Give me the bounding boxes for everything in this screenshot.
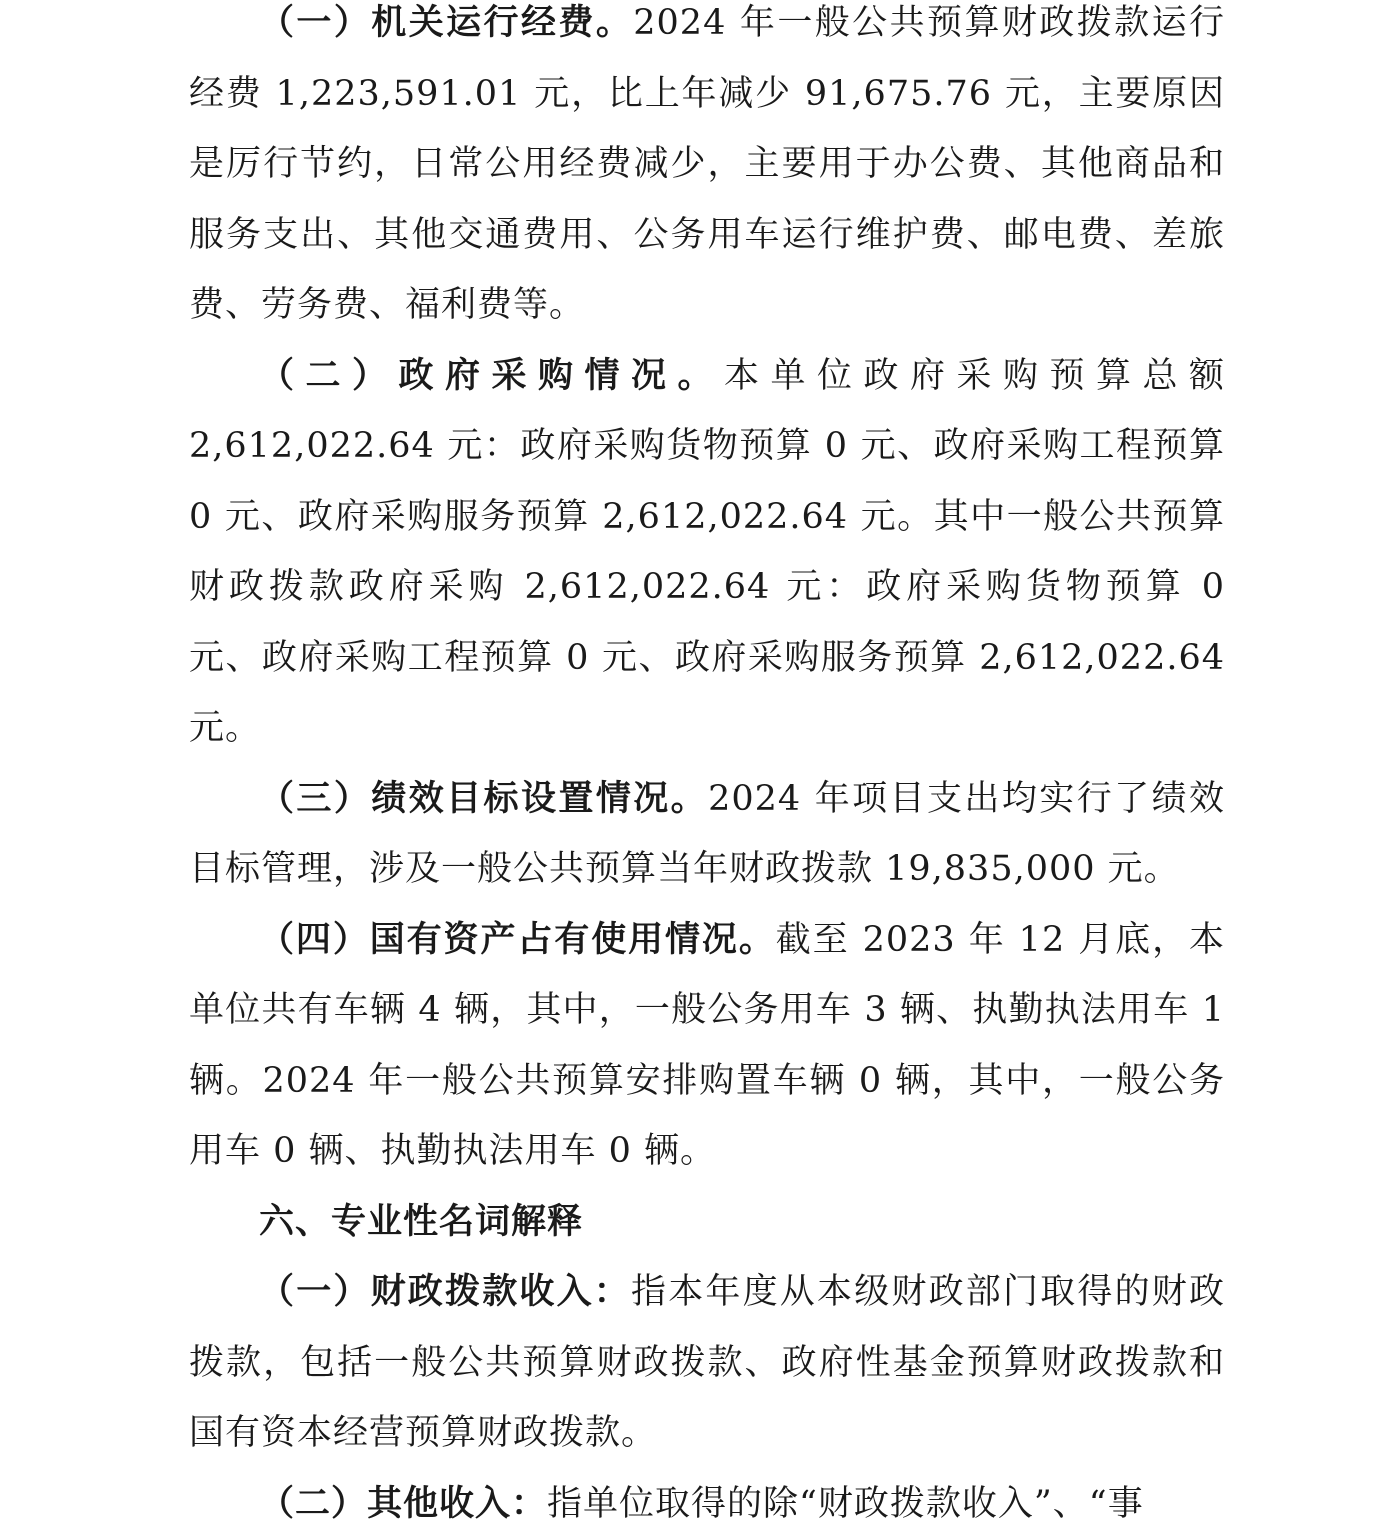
paragraph-body: 2024 年项目支出均实行了绩效目标管理，涉及一般公共预算当年财政拨款 19,835,000 元。: [189, 779, 1225, 890]
section-heading-terms: 六、专业性名词解释: [189, 1187, 1225, 1258]
paragraph-state-assets: [189, 905, 1225, 1187]
paragraph-body: 2024 年一般公共预算财政拨款运行经费 1,223,591.01 元，比上年减少 91,675.76 元，主要原因是厉行节约，日常公用经费减少，主要用于办公费、其他商品和服务支出、其他交通费用、公务用车运行维护费、邮电费、差旅费、劳务费、福利费等。: [189, 3, 1225, 325]
paragraph-body: 指单位取得的除“财政拨款收入”、“事: [547, 1484, 1144, 1524]
paragraph-fiscal-appropriation-income: [189, 1257, 1225, 1469]
paragraph-operating-expenses: [189, 0, 1225, 341]
paragraph-lead: （一）财政拨款收入：: [259, 1271, 631, 1312]
paragraph-lead: （二）其他收入：: [259, 1483, 547, 1524]
paragraph-lead: （三）绩效目标设置情况。: [259, 778, 708, 819]
paragraph-lead: （一）机关运行经费。: [259, 2, 633, 43]
paragraph-other-income: [189, 1469, 1225, 1539]
paragraph-lead: （二）政府采购情况。: [259, 355, 724, 396]
paragraph-body: 截至 2023 年 12 月底，本单位共有车辆 4 辆，其中，一般公务用车 3 辆、执勤执法用车 1 辆。2024 年一般公共预算安排购置车辆 0 辆，其中，一般公务用车 0 辆、执勤执法用车 0 辆。: [189, 920, 1225, 1172]
paragraph-performance-targets: [189, 764, 1225, 905]
paragraph-body: 本单位政府采购预算总额 2,612,022.64 元：政府采购货物预算 0 元、政府采购工程预算 0 元、政府采购服务预算 2,612,022.64 元。其中一般公共预算财政拨款政府采购 2,612,022.64 元：政府采购货物预算 0 元、政府采购工程预算 0 元、政府采购服务预算 2,612,022.64 元。: [189, 356, 1225, 749]
paragraph-body: 指本年度从本级财政部门取得的财政拨款，包括一般公共预算财政拨款、政府性基金预算财政拨款和国有资本经营预算财政拨款。: [189, 1272, 1225, 1453]
document-page: [189, 0, 1225, 1539]
paragraph-government-procurement: [189, 341, 1225, 764]
paragraph-lead: （四）国有资产占有使用情况。: [259, 919, 776, 960]
